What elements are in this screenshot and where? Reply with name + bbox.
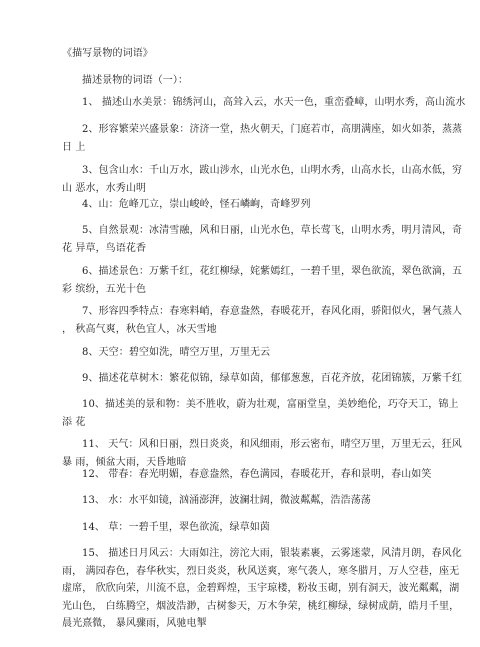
list-item: 6、描述景色：万紫千红，花红柳绿，姹紫嫣红，一碧千里，翠色欲流，翠色欲滴，五: [82, 266, 463, 277]
list-item: 3、包含山水：千山万水，跋山涉水，山光水色，山明水秀，山高水长，山高水低，穷: [82, 165, 463, 176]
list-item-continuation: 添 花: [62, 416, 86, 428]
document-title: 《描写景物的词语》: [62, 48, 153, 59]
list-item: 5、自然景观：冰清雪融，风和日丽，山光水色，草长莺飞，山明水秀，明月清风，奇: [82, 225, 463, 236]
list-item: 4、山：危峰兀立，崇山峻岭，怪石嶙峋，奇峰罗列: [82, 199, 311, 210]
list-item-continuation: 彩 缤纷，五光十色: [62, 283, 147, 295]
list-item: 11、 天气：风和日丽，烈日炎炎，和风细雨，形云密布，晴空万里，万里无云，狂风: [82, 439, 462, 450]
list-item: 9、描述花草树木：繁花似锦，绿草如茵，郁郁葱葱，百花齐放，花团锦簇，万紫千红: [82, 373, 463, 384]
list-item-continuation: 花 异草，鸟语花香: [62, 242, 147, 254]
list-item-continuation: 山 恶水，水秀山明: [62, 182, 147, 194]
list-item-continuation: 暴 雨，倾盆大雨，天昏地暗: [62, 456, 187, 468]
list-item-continuation: 光山色， 白练腾空，烟波浩渺，古树参天，万木争荣，桃红柳绿，绿树成荫，皓月千里，: [62, 600, 460, 612]
list-item: 13、 水：水平如镜，汹涌澎湃，波澜壮阔，微波粼粼，浩浩荡荡: [82, 495, 371, 506]
list-item: 8、天空：碧空如洗，晴空万里，万里无云: [82, 347, 271, 358]
list-item-continuation: 虚席， 欣欣向荣，川流不息，金碧辉煌，玉宇琼楼，粉妆玉砌，别有洞天，波光粼粼，湖: [62, 583, 460, 594]
list-item-continuation: ， 秋高气爽，秋色宜人，冰天雪地: [62, 323, 217, 335]
list-item: 10、描述美的景和物：美不胜收，蔚为壮观，富丽堂皇，美妙绝伦，巧夺天工，锦上: [82, 399, 459, 410]
list-item-continuation: 晨光熹微， 暴风骤雨，风驰电掣: [62, 618, 207, 629]
list-item-continuation: 雨， 满园春色，春华秋实，烈日炎炎，秋风送爽，寒气袭人，寒冬腊月，万人空巷，座无: [62, 565, 460, 577]
list-item: 1、 描述山水美景：锦绣河山，高耸入云，水天一色，重峦叠嶂，山明水秀，高山流水: [82, 97, 466, 108]
list-item: 12、 带春：春光明媚，春意盎然，春色满园，春暖花开，春和景明，春山如笑: [82, 469, 432, 480]
list-item: 7、形容四季特点：春寒料峭，春意盎然，春暖花开，春风化雨，骄阳似火，暑气蒸人: [82, 306, 463, 317]
list-item: 14、 草：一碧千里，翠色欲流，绿草如茵: [82, 522, 270, 533]
list-item: 2、形容繁荣兴盛景象：济济一堂，热火朝天，门庭若市，高朋满座，如火如荼，蒸蒸: [82, 124, 463, 135]
section-heading: 描述景物的词语（一）：: [82, 75, 189, 86]
list-item: 15、 描述日月风云：大雨如注，滂沱大雨，银装素裹，云雾迷蒙，风清月朗，春风化: [82, 548, 462, 559]
list-item-continuation: 日 上: [62, 141, 86, 153]
